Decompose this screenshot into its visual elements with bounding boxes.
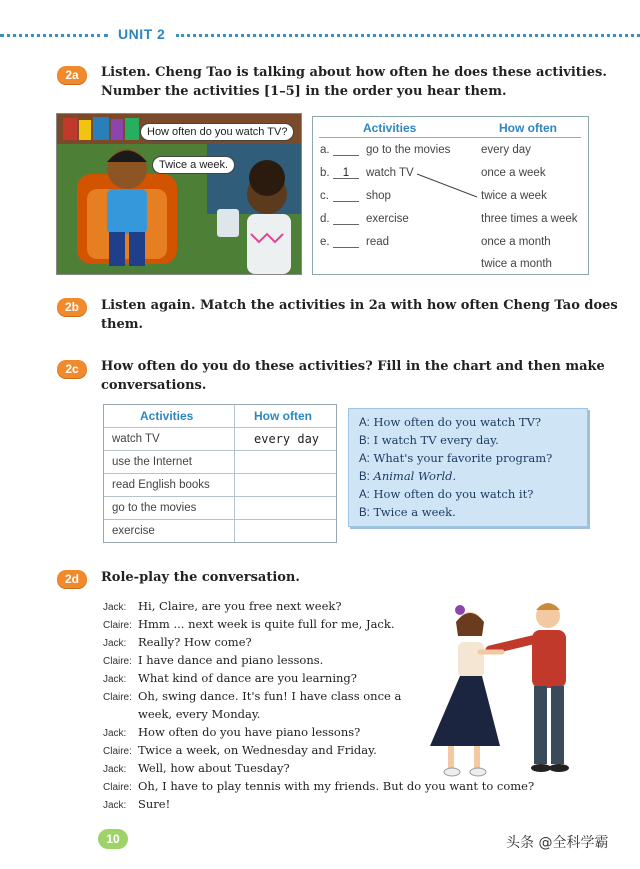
- activities-table-2a: [312, 116, 589, 275]
- col-how-often: How often: [499, 121, 557, 135]
- bubble-question: How often do you watch TV?: [140, 123, 294, 141]
- dialog-line: Jack: How often do you have piano lessons?: [103, 725, 361, 739]
- instruction-2b-line2: them.: [101, 317, 144, 332]
- chart-activity: exercise: [112, 525, 155, 537]
- dialog-line: Jack: Sure!: [103, 797, 171, 811]
- row-divider: [104, 473, 336, 474]
- dialog-line: Claire: Oh, I have to play tennis with my friends. But do you want to come?: [103, 779, 535, 793]
- dialog-line: Claire: Twice a week, on Wednesday and Friday.: [103, 743, 377, 757]
- conv-line: B: Twice a week.: [359, 505, 456, 519]
- instruction-2c-line1: How often do you do these activities? Fill in the chart and then make: [101, 359, 605, 374]
- badge-2c: 2c: [57, 360, 87, 378]
- instruction-2d: Role-play the conversation.: [101, 570, 300, 585]
- chart-activity: use the Internet: [112, 456, 192, 468]
- header-dots-right: [176, 34, 640, 37]
- activity-text: go to the movies: [366, 144, 451, 156]
- conv-line: B: I watch TV every day.: [359, 433, 499, 447]
- conv-line: B: Animal World.: [359, 469, 457, 483]
- frequency-item: once a month: [481, 236, 551, 248]
- col-activities: Activities: [363, 121, 417, 135]
- sample-conversation-box: [348, 408, 588, 527]
- chart-col-how-often: How often: [254, 409, 312, 423]
- unit-title: UNIT 2: [118, 26, 166, 42]
- activity-text: exercise: [366, 213, 409, 225]
- dialog-line: Claire: I have dance and piano lessons.: [103, 653, 324, 667]
- instruction-2a-line2: Number the activities [1–5] in the order you hear them.: [101, 84, 507, 99]
- row-divider: [104, 427, 336, 428]
- dialog-line: Jack: Hi, Claire, are you free next week?: [103, 599, 342, 613]
- header-dots-left: [0, 34, 108, 37]
- frequency-item: three times a week: [481, 213, 578, 225]
- instruction-2c-line2: conversations.: [101, 378, 207, 393]
- chart-often-input[interactable]: every day: [254, 432, 320, 446]
- dialog-line: Jack: Really? How come?: [103, 635, 252, 649]
- row-divider: [104, 450, 336, 451]
- activity-letter: e.: [320, 236, 330, 248]
- activity-text: shop: [366, 190, 391, 202]
- row-divider: [104, 519, 336, 520]
- conv-line: A: How often do you watch TV?: [359, 415, 542, 429]
- dialog-line: Claire: Hmm ... next week is quite full for me, Jack.: [103, 617, 395, 631]
- badge-2d: 2d: [57, 570, 87, 588]
- badge-2a: 2a: [57, 66, 87, 84]
- dialog-line: week, every Monday.: [138, 707, 261, 721]
- badge-2b: 2b: [57, 298, 87, 316]
- frequency-item: twice a month: [481, 258, 552, 270]
- dancers-svg: [420, 596, 590, 782]
- activity-letter: b.: [320, 167, 330, 179]
- dialog-line: Jack: Well, how about Tuesday?: [103, 761, 290, 775]
- chart-activity: go to the movies: [112, 502, 197, 514]
- instruction-2b-line1: Listen again. Match the activities in 2a with how often Cheng Tao does: [101, 298, 618, 313]
- page-number: 10: [98, 829, 128, 849]
- dancers-illustration: [420, 596, 590, 782]
- match-line: [313, 117, 588, 274]
- conv-line: A: How often do you watch it?: [359, 487, 534, 501]
- conv-line: A: What's your favorite program?: [359, 451, 553, 465]
- watermark-text: 头条 @全科学霸: [506, 835, 609, 851]
- frequency-item: once a week: [481, 167, 546, 179]
- activities-chart-2c: [103, 404, 337, 543]
- activity-letter: c.: [320, 190, 329, 202]
- activity-letter: d.: [320, 213, 330, 225]
- activity-text: watch TV: [366, 167, 414, 179]
- chart-activity: watch TV: [112, 433, 160, 445]
- instruction-2a-line1: Listen. Cheng Tao is talking about how often he does these activities.: [101, 65, 607, 80]
- activity-text: read: [366, 236, 390, 248]
- bubble-answer: Twice a week.: [152, 156, 235, 174]
- frequency-item: every day: [481, 144, 531, 156]
- answer-blank[interactable]: 1: [333, 167, 359, 179]
- chart-col-activities: Activities: [140, 409, 194, 423]
- activity-letter: a.: [320, 144, 330, 156]
- row-divider: [104, 496, 336, 497]
- frequency-item: twice a week: [481, 190, 547, 202]
- chart-activity: read English books: [112, 479, 210, 491]
- dialog-line: Claire: Oh, swing dance. It's fun! I have class once a: [103, 689, 402, 703]
- dialog-line: Jack: What kind of dance are you learning?: [103, 671, 357, 685]
